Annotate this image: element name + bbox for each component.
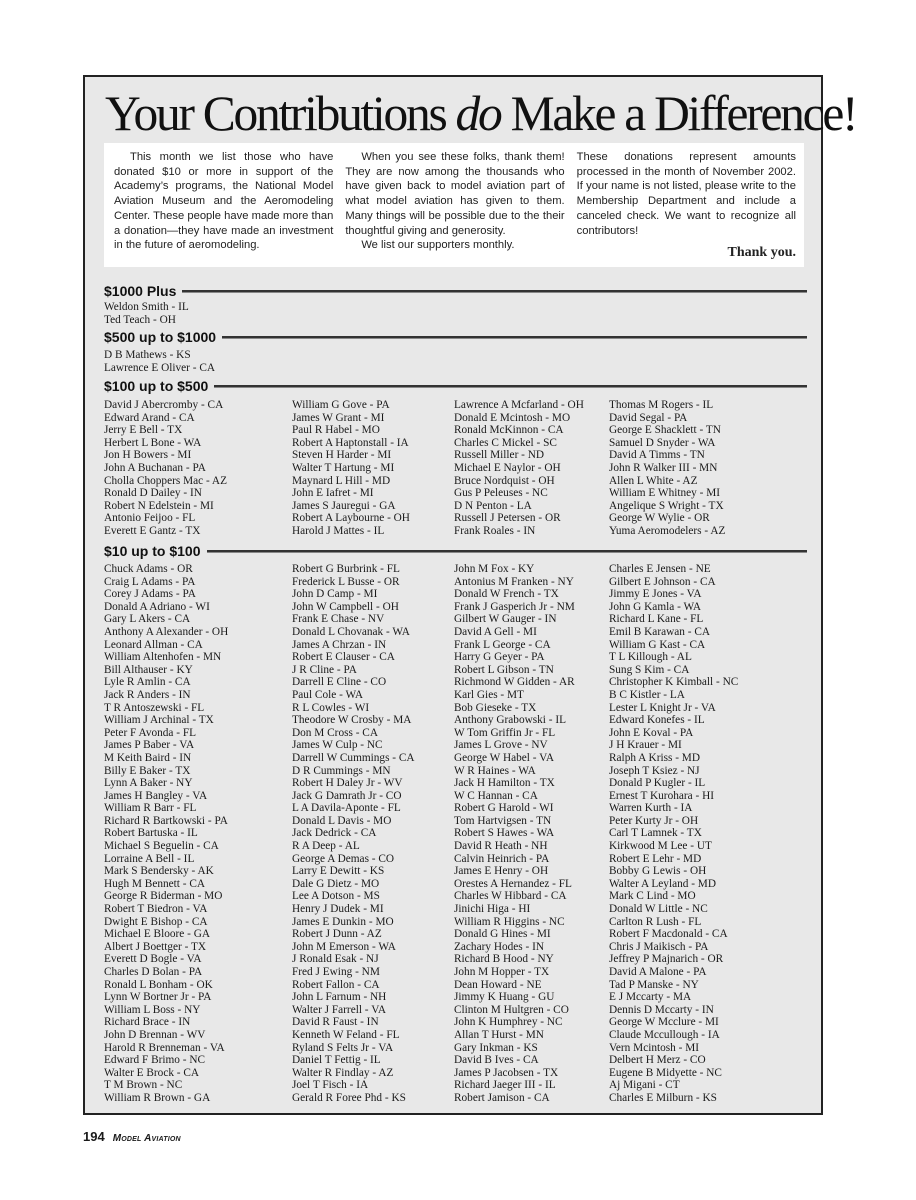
intro-box: [104, 143, 804, 267]
list-item: Charles D Bolan - PA: [104, 966, 203, 978]
list-item: Tad P Manske - NY: [609, 978, 699, 991]
list-item: Edward F Brimo - NC: [104, 1054, 206, 1067]
divider: [214, 385, 807, 388]
list-item: Walter T Hartung - MI: [292, 461, 395, 474]
list-item: Robert T Biedron - VA: [104, 903, 208, 916]
list-item: James S Jauregui - GA: [292, 499, 396, 512]
list-item: Donald E Mcintosh - MO: [454, 411, 571, 424]
list-item: William R Barr - FL: [104, 802, 197, 815]
list-item: Jack Dedrick - CA: [292, 827, 377, 840]
list-item: Edward Arand - CA: [104, 411, 195, 424]
list-item: Aj Migani - CT: [609, 1079, 680, 1092]
list-item: Lawrence E Oliver - CA: [104, 361, 216, 374]
list-item: M Keith Baird - IN: [104, 751, 192, 764]
list-item: William R Brown - GA: [104, 1091, 211, 1104]
list-item: Robert F Macdonald - CA: [609, 928, 728, 941]
list-item: James H Bangley - VA: [104, 789, 208, 802]
list-item: Emil B Karawan - CA: [609, 625, 711, 638]
list-item: Ernest T Kurohara - HI: [609, 789, 714, 802]
list-item: Richard L Kane - FL: [609, 613, 704, 626]
names-1000-plus: [104, 301, 189, 326]
list-item: D B Mathews - KS: [104, 349, 191, 361]
list-item: Yuma Aeromodelers - AZ: [609, 524, 726, 537]
list-item: Gus P Peleuses - NC: [454, 487, 548, 500]
list-item: Jimmy E Jones - VA: [609, 588, 702, 601]
list-item: Lynn W Bortner Jr - PA: [104, 991, 212, 1004]
list-item: Daniel T Fettig - IL: [292, 1054, 381, 1067]
list-item: Henry J Dudek - MI: [292, 903, 384, 916]
list-item: James P Baber - VA: [104, 739, 195, 752]
list-item: Mark C Lind - MO: [609, 890, 696, 903]
list-item: Frederick L Busse - OR: [292, 575, 400, 588]
list-item: Gilbert W Gauger - IN: [454, 613, 557, 626]
list-item: John M Emerson - WA: [292, 940, 396, 953]
names-column: [609, 563, 799, 1105]
list-item: Robert N Edelstein - MI: [104, 499, 214, 512]
list-item: Charles E Milburn - KS: [609, 1091, 717, 1104]
list-item: Ralph A Kriss - MD: [609, 751, 701, 764]
list-item: Charles E Jensen - NE: [609, 563, 711, 575]
list-item: Calvin Heinrich - PA: [454, 852, 550, 865]
list-item: Richmond W Gidden - AR: [454, 676, 575, 689]
list-item: Lorraine A Bell - IL: [104, 852, 195, 865]
list-item: Fred J Ewing - NM: [292, 966, 380, 978]
section-heading-1000-plus: $1000 Plus: [104, 282, 807, 300]
list-item: Lawrence A Mcfarland - OH: [454, 399, 584, 411]
list-item: Michael E Bloore - GA: [104, 928, 211, 941]
list-item: Jon H Bowers - MI: [104, 449, 192, 462]
list-item: Donald L Davis - MO: [292, 814, 392, 827]
list-item: Don M Cross - CA: [292, 726, 378, 739]
list-item: Ronald L Bonham - OK: [104, 978, 213, 991]
list-item: Clinton M Hultgren - CO: [454, 1003, 569, 1016]
list-item: Richard Brace - IN: [104, 1016, 191, 1029]
list-item: Frank E Chase - NV: [292, 613, 385, 626]
list-item: Gary L Akers - CA: [104, 613, 191, 626]
divider: [182, 290, 807, 293]
contributions-panel: [83, 75, 857, 1115]
list-item: Robert J Dunn - AZ: [292, 928, 382, 941]
list-item: Zachary Hodes - IN: [454, 940, 545, 953]
list-item: Robert A Haptonstall - IA: [292, 436, 409, 449]
list-item: Sung S Kim - CA: [609, 663, 690, 676]
list-item: T L Killough - AL: [609, 651, 692, 664]
list-item: Christopher K Kimball - NC: [609, 676, 739, 689]
list-item: Ronald D Dailey - IN: [104, 487, 202, 500]
list-item: Darrell W Cummings - CA: [292, 751, 415, 764]
list-item: David R Heath - NH: [454, 840, 548, 853]
list-item: Walter E Brock - CA: [104, 1066, 200, 1079]
intro-column-1: This month we list those who have donated $10 or more in support of the Academy’s programs, the National Model Aviation Museum and the Aeromodeling Center. These people have made more than a donation—they have made an investment in the future of aeromodeling.: [114, 151, 334, 252]
list-item: Theodore W Crosby - MA: [292, 714, 412, 727]
list-item: Leonard Allman - CA: [104, 638, 203, 651]
list-item: William G Gove - PA: [292, 399, 390, 411]
list-item: Anthony Grabowski - IL: [454, 714, 567, 727]
list-item: Peter Kurty Jr - OH: [609, 814, 699, 827]
list-item: Donald L Chovanak - WA: [292, 625, 410, 638]
list-item: Russell Miller - ND: [454, 449, 545, 462]
list-item: Dale G Dietz - MO: [292, 877, 380, 890]
list-item: Dwight E Bishop - CA: [104, 915, 208, 928]
list-item: Craig L Adams - PA: [104, 575, 196, 588]
list-item: Frank J Gasperich Jr - NM: [454, 600, 575, 613]
section-heading-100-500: $100 up to $500: [104, 377, 807, 395]
list-item: James E Dunkin - MO: [292, 915, 394, 928]
list-item: Jimmy K Huang - GU: [454, 991, 555, 1004]
list-item: Gilbert E Johnson - CA: [609, 575, 716, 588]
list-item: Robert E Lehr - MD: [609, 852, 702, 865]
list-item: D N Penton - LA: [454, 499, 532, 512]
list-item: Darrell E Cline - CO: [292, 676, 387, 689]
list-item: Peter F Avonda - FL: [104, 726, 197, 739]
list-item: William G Kast - CA: [609, 638, 706, 651]
list-item: Antonio Feijoo - FL: [104, 512, 196, 525]
list-item: Lester L Knight Jr - VA: [609, 701, 716, 714]
list-item: Charles W Hibbard - CA: [454, 890, 567, 903]
list-item: Walter J Farrell - VA: [292, 1003, 387, 1016]
list-item: Lee A Dotson - MS: [292, 890, 380, 903]
list-item: Mark S Bendersky - AK: [104, 865, 214, 878]
list-item: Ryland S Felts Jr - VA: [292, 1041, 394, 1054]
list-item: Donald A Adriano - WI: [104, 600, 210, 613]
names-column: [609, 399, 799, 538]
list-item: Donald W Little - NC: [609, 903, 708, 916]
list-item: Lyle R Amlin - CA: [104, 676, 191, 689]
list-item: Ted Teach - OH: [104, 313, 176, 326]
list-item: Bobby G Lewis - OH: [609, 865, 707, 878]
list-item: Weldon Smith - IL: [104, 301, 189, 313]
list-item: Russell J Petersen - OR: [454, 512, 561, 525]
names-grid-10-100: [104, 563, 809, 1105]
list-item: Robert H Daley Jr - WV: [292, 777, 403, 790]
list-item: John W Campbell - OH: [292, 600, 399, 613]
list-item: T R Antoszewski - FL: [104, 701, 205, 714]
list-item: Frank L George - CA: [454, 638, 551, 651]
list-item: Dean Howard - NE: [454, 978, 542, 991]
intro-column-3: These donations represent amounts processed in the month of November 2002. If your name is not listed, please write to the Membership Department and include a canceled check. We want to recognize all contributors! Thank you.: [576, 151, 796, 261]
list-item: Walter A Leyland - MD: [609, 877, 717, 890]
list-item: Lynn A Baker - NY: [104, 777, 193, 790]
list-item: Everett D Bogle - VA: [104, 953, 202, 966]
list-item: Bruce Nordquist - OH: [454, 474, 555, 487]
list-item: Warren Kurth - IA: [609, 802, 693, 815]
list-item: Joel T Fisch - IA: [292, 1079, 369, 1092]
list-item: Walter R Findlay - AZ: [292, 1066, 394, 1079]
list-item: Gerald R Foree Phd - KS: [292, 1091, 406, 1104]
list-item: William J Archinal - TX: [104, 714, 214, 727]
list-item: Robert S Hawes - WA: [454, 827, 555, 840]
list-item: J Ronald Esak - NJ: [292, 953, 379, 966]
list-item: John K Humphrey - NC: [454, 1016, 563, 1029]
names-column: [454, 563, 609, 1105]
list-item: George A Demas - CO: [292, 852, 395, 865]
list-item: Jeffrey P Majnarich - OR: [609, 953, 724, 966]
list-item: Hugh M Bennett - CA: [104, 877, 206, 890]
list-item: W C Hannan - CA: [454, 789, 538, 802]
list-item: Jerry E Bell - TX: [104, 424, 183, 437]
list-item: Allen L White - AZ: [609, 474, 698, 487]
list-item: James P Jacobsen - TX: [454, 1066, 559, 1079]
list-item: Robert L Gibson - TN: [454, 663, 554, 676]
list-item: John R Walker III - MN: [609, 461, 718, 474]
list-item: Jack R Anders - IN: [104, 688, 191, 701]
list-item: Vern Mcintosh - MI: [609, 1041, 700, 1054]
list-item: R L Cowles - WI: [292, 701, 370, 714]
list-item: Tom Hartvigsen - TN: [454, 814, 552, 827]
list-item: David J Abercromby - CA: [104, 399, 224, 411]
list-item: Antonius M Franken - NY: [454, 575, 574, 588]
list-item: Carl T Lamnek - TX: [609, 827, 702, 840]
list-item: John M Hopper - TX: [454, 966, 550, 978]
page-number: 194: [83, 1129, 105, 1144]
list-item: Robert E Clauser - CA: [292, 651, 395, 664]
list-item: J R Cline - PA: [292, 663, 357, 676]
section-heading-10-100: $10 up to $100: [104, 542, 807, 560]
list-item: John E Koval - PA: [609, 726, 694, 739]
list-item: Karl Gies - MT: [454, 688, 524, 701]
list-item: W Tom Griffin Jr - FL: [454, 726, 556, 739]
list-item: John E Iafret - MI: [292, 487, 374, 500]
list-item: Delbert H Merz - CO: [609, 1054, 706, 1067]
list-item: Eugene B Midyette - NC: [609, 1066, 722, 1079]
names-500-1000: [104, 349, 215, 374]
list-item: Thomas M Rogers - IL: [609, 399, 714, 411]
list-item: R A Deep - AL: [292, 840, 360, 853]
list-item: Ronald McKinnon - CA: [454, 424, 564, 437]
list-item: Bob Gieseke - TX: [454, 701, 537, 714]
thank-you: Thank you.: [727, 245, 796, 261]
list-item: W R Haines - WA: [454, 764, 536, 777]
divider: [207, 550, 808, 553]
list-item: Harold R Brenneman - VA: [104, 1041, 225, 1054]
list-item: Kirkwood M Lee - UT: [609, 840, 712, 853]
list-item: Frank Roales - IN: [454, 524, 536, 537]
list-item: John M Fox - KY: [454, 563, 535, 575]
list-item: George W Wylie - OR: [609, 512, 710, 525]
list-item: Anthony A Alexander - OH: [104, 625, 229, 638]
list-item: Billy E Baker - TX: [104, 764, 191, 777]
list-item: Chuck Adams - OR: [104, 563, 193, 575]
list-item: Gary Inkman - KS: [454, 1041, 538, 1054]
list-item: Jack G Damrath Jr - CO: [292, 789, 402, 802]
list-item: Donald P Kugler - IL: [609, 777, 706, 790]
list-item: John D Camp - MI: [292, 588, 378, 601]
page-title: Your Contributions do Make a Difference!: [105, 85, 857, 141]
list-item: B C Kistler - LA: [609, 688, 685, 701]
list-item: Michael S Beguelin - CA: [104, 840, 219, 853]
section-heading-500-1000: $500 up to $1000: [104, 328, 807, 346]
list-item: Orestes A Hernandez - FL: [454, 877, 572, 890]
list-item: John G Kamla - WA: [609, 600, 702, 613]
names-column: [292, 399, 454, 538]
list-item: Paul Cole - WA: [292, 688, 364, 701]
list-item: Carlton R Lush - FL: [609, 915, 702, 928]
list-item: Jinichi Higa - HI: [454, 903, 531, 916]
list-item: James L Grove - NV: [454, 739, 548, 752]
list-item: J H Krauer - MI: [609, 739, 682, 752]
intro-column-2: When you see these folks, thank them! They are now among the thousands who have given back to model aviation part of what model aviation has given to them. Many things will be possible due to the their thoughtful giving and generosity. We list our supporters monthly.: [345, 151, 565, 252]
list-item: Allan T Hurst - MN: [454, 1028, 544, 1041]
list-item: Jack H Hamilton - TX: [454, 777, 555, 790]
list-item: James E Henry - OH: [454, 865, 549, 878]
names-grid-100-500: [104, 399, 809, 538]
list-item: Larry E Dewitt - KS: [292, 865, 385, 878]
list-item: Edward Konefes - IL: [609, 714, 705, 727]
list-item: David A Timms - TN: [609, 449, 705, 462]
list-item: Donald G Hines - MI: [454, 928, 551, 941]
page-footer: [83, 1129, 181, 1144]
list-item: George E Shacklett - TN: [609, 424, 721, 437]
list-item: James W Grant - MI: [292, 411, 385, 424]
list-item: Chris J Maikisch - PA: [609, 940, 709, 953]
list-item: Robert Bartuska - IL: [104, 827, 198, 840]
list-item: Paul R Habel - MO: [292, 424, 380, 437]
list-item: Robert A Laybourne - OH: [292, 512, 410, 525]
list-item: George W Habel - VA: [454, 751, 554, 764]
names-column: [454, 399, 609, 538]
list-item: James A Chrzan - IN: [292, 638, 387, 651]
list-item: Harry G Geyer - PA: [454, 651, 545, 664]
list-item: David A Malone - PA: [609, 966, 707, 978]
list-item: David Segal - PA: [609, 411, 688, 424]
list-item: David B Ives - CA: [454, 1054, 539, 1067]
list-item: John D Brennan - WV: [104, 1028, 206, 1041]
list-item: Dennis D Mccarty - IN: [609, 1003, 714, 1016]
list-item: James W Culp - NC: [292, 739, 383, 752]
names-column: [104, 399, 292, 538]
list-item: D R Cummings - MN: [292, 764, 391, 777]
list-item: David R Faust - IN: [292, 1016, 379, 1029]
list-item: Kenneth W Feland - FL: [292, 1028, 400, 1041]
list-item: Joseph T Ksiez - NJ: [609, 764, 700, 777]
list-item: Samuel D Snyder - WA: [609, 436, 716, 449]
list-item: Maynard L Hill - MD: [292, 474, 391, 487]
list-item: Corey J Adams - PA: [104, 588, 196, 601]
list-item: Robert G Burbrink - FL: [292, 563, 400, 575]
list-item: William L Boss - NY: [104, 1003, 201, 1016]
list-item: John L Farnum - NH: [292, 991, 387, 1004]
list-item: Everett E Gantz - TX: [104, 524, 201, 537]
list-item: George R Biderman - MO: [104, 890, 223, 903]
list-item: Angelique S Wright - TX: [609, 499, 724, 512]
list-item: Claude Mccullough - IA: [609, 1028, 720, 1041]
list-item: Albert J Boettger - TX: [104, 940, 207, 953]
list-item: John A Buchanan - PA: [104, 461, 206, 474]
list-item: William Altenhofen - MN: [104, 651, 222, 664]
list-item: Richard R Bartkowski - PA: [104, 814, 228, 827]
list-item: Cholla Choppers Mac - AZ: [104, 474, 227, 487]
list-item: Richard Jaeger III - IL: [454, 1079, 556, 1092]
list-item: Harold J Mattes - IL: [292, 524, 385, 537]
list-item: George W Mcclure - MI: [609, 1016, 719, 1029]
list-item: Michael E Naylor - OH: [454, 461, 561, 474]
list-item: Bill Althauser - KY: [104, 663, 193, 676]
names-column: [292, 563, 454, 1105]
divider: [222, 336, 807, 339]
list-item: Richard B Hood - NY: [454, 953, 554, 966]
list-item: Charles C Mickel - SC: [454, 436, 557, 449]
list-item: Robert Fallon - CA: [292, 978, 380, 991]
list-item: E J Mccarty - MA: [609, 991, 692, 1004]
list-item: T M Brown - NC: [104, 1079, 183, 1092]
names-column: [104, 563, 292, 1105]
list-item: Robert G Harold - WI: [454, 802, 554, 815]
list-item: David A Gell - MI: [454, 625, 537, 638]
list-item: William E Whitney - MI: [609, 487, 721, 500]
list-item: William R Higgins - NC: [454, 915, 565, 928]
list-item: Donald W French - TX: [454, 588, 559, 601]
list-item: Robert Jamison - CA: [454, 1091, 550, 1104]
list-item: L A Davila-Aponte - FL: [292, 802, 401, 815]
magazine-name: Model Aviation: [112, 1133, 181, 1144]
list-item: Herbert L Bone - WA: [104, 436, 202, 449]
list-item: Steven H Harder - MI: [292, 449, 392, 462]
